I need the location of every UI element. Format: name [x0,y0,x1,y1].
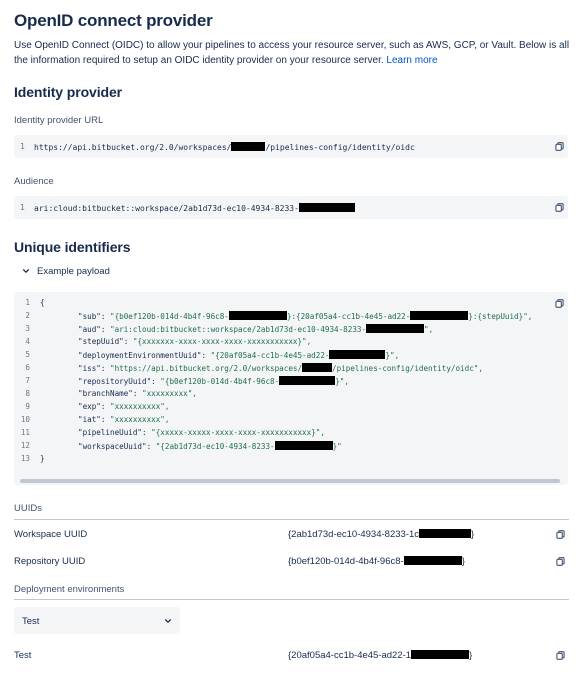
divider [14,599,569,600]
identity-provider-url-value: https://api.bitbucket.org/2.0/workspaces/ /pipelines-config/identity/oidc [34,143,415,152]
audience-label: Audience [14,176,54,187]
copy-icon[interactable] [556,530,565,539]
horizontal-scrollbar[interactable] [20,479,560,483]
redacted-block [302,363,332,372]
repository-uuid-row [14,551,569,571]
environment-select[interactable] [14,607,180,634]
environment-name: Test [14,650,32,661]
divider [14,519,569,520]
chevron-down-icon [164,617,172,628]
workspace-uuid-value: {2ab1d73d-ec10-4934-8233-1c } [288,529,475,540]
identity-provider-heading: Identity provider [14,84,122,100]
redacted-block [229,311,287,320]
environment-uuid-value: {20af05a4-cc1b-4e45-ad22-1 } [288,650,473,661]
deployment-environments-heading: Deployment environments [14,584,125,595]
line-number: 1 [20,142,25,151]
repository-uuid-label: Repository UUID [14,556,86,567]
redacted-block [231,142,265,151]
workspace-uuid-label: Workspace UUID [14,529,88,540]
environment-select-value: Test [22,616,40,627]
environment-uuid-row [14,645,569,665]
unique-identifiers-heading: Unique identifiers [14,239,131,255]
identity-provider-url-label: Identity provider URL [14,115,104,126]
audience-value: ari:cloud:bitbucket::workspace/2ab1d73d-ec10-4934-8233- [34,203,355,213]
example-payload-label: Example payload [37,266,110,277]
intro-text: Use OpenID Connect (OIDC) to allow your pipelines to access your resource server, such as AWS, GCP, or Vault. Below is all the information required to setup an OIDC identity provider on your resource server. Learn more [14,40,570,66]
copy-icon[interactable] [556,557,565,566]
chevron-down-icon [22,267,30,278]
redacted-block [366,324,424,333]
example-payload-code[interactable]: 1 { 2 "sub": "{b0ef120b-014d-4b4f-96c8- }:{20af05a4-cc1b-4e45-ad22- }:{stepUuid}", 3 "aud": "ari:cloud:bitbucket::workspace/2ab1d73d-ec10-4934-8233- ", 4 "stepUuid": "{xxxxxxx-xxxx-xxxx-xxxx-xxxxxxxxxxx}", 5 "deploymentEnvironmentUuid": "{20af05a4-cc1b-4e45-ad22- }", 6 "iss": "https://api.bitbucket.org/2.0/workspaces/ /pipelines-config/identity/oidc", 7 "repositoryUuid": "{b0ef120b-014d-4b4f-96c8- }", 8 "branchName": "xxxxxxxxx", 9 "exp": "xxxxxxxxxx", 10 "iat": "xxxxxxxxxx", 11 "pipelineUuid": "{xxxxx-xxxxx-xxxx-xxxx-xxxxxxxxxxx}", 12 "workspaceUuid": "{2ab1d73d-ec10-4934-8233- }" 13 } [14,292,568,485]
redacted-block [275,441,333,450]
redacted-block [329,350,385,359]
redacted-block [279,376,335,385]
copy-icon[interactable] [555,203,564,212]
repository-uuid-value: {b0ef120b-014d-4b4f-96c8- } [288,556,465,567]
line-number: 1 [20,203,25,212]
copy-icon[interactable] [555,142,564,151]
copy-icon[interactable] [555,299,564,308]
redacted-block [410,311,468,320]
learn-more-link[interactable]: Learn more [386,55,438,66]
uuids-heading: UUIDs [14,503,42,514]
redacted-block [299,203,355,212]
identity-provider-url-field[interactable] [14,135,568,158]
workspace-uuid-row [14,524,569,544]
audience-field[interactable] [14,196,568,219]
copy-icon[interactable] [556,651,565,660]
page-title: OpenID connect provider [14,11,213,30]
